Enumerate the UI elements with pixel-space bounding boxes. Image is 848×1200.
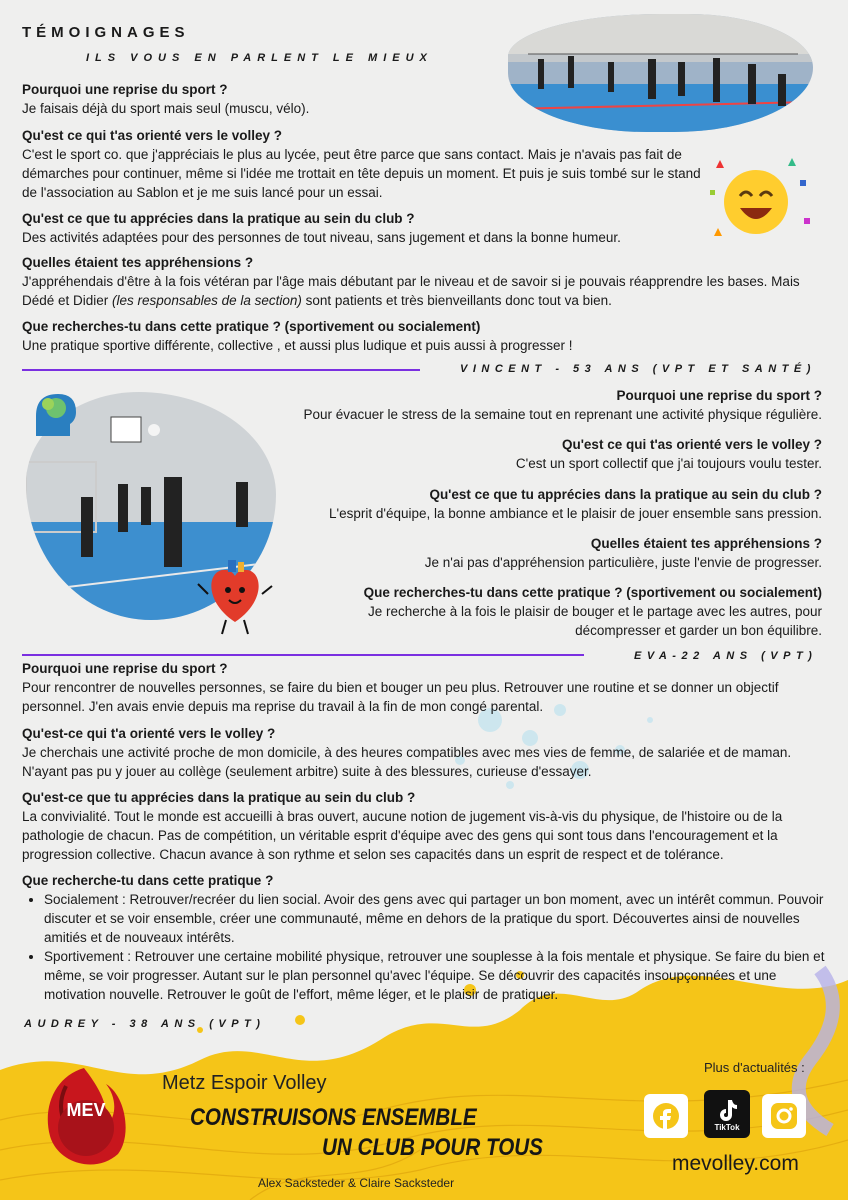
audrey-question-4: Que recherche-tu dans cette pratique ?	[22, 873, 274, 888]
website-link[interactable]: mevolley.com	[672, 1152, 799, 1175]
eva-answer-2: C'est un sport collectif que j'ai toujours voulu tester.	[515, 456, 822, 471]
audrey-bullet-social: • Socialement : Retrouver/recréer du lien social. Avoir des gens avec qui partager un bon moment, avec un intérêt commun. Pouvoir discuter et se voir ensemble, créer une communauté, même en dehors de la pratique du sport. Découvertes ainsi de nouvelles amitiés et de nouveaux intérêts.	[44, 890, 838, 947]
slogan-line-1: CONSTRUISONS ENSEMBLE	[190, 1104, 477, 1131]
tiktok-label: TikTok	[714, 1122, 740, 1132]
eva-answer-1: Pour évacuer le stress de la semaine tout en reprenant une activité physique régulière.	[303, 407, 822, 422]
vincent-answer-5: Une pratique sportive différente, collective , et aussi plus ludique et puis aussi à progresser !	[22, 338, 573, 353]
instagram-icon	[768, 1100, 800, 1132]
vincent-question-2: Qu'est ce qui t'as orienté vers le volley ?	[22, 128, 283, 143]
club-logo	[36, 1066, 132, 1176]
eva-question-2: Qu'est ce qui t'as orienté vers le volley ?	[561, 437, 822, 452]
vincent-answer-1: Je faisais déjà du sport mais seul (muscu, vélo).	[22, 101, 310, 116]
audrey-question-2: Qu'est-ce qui t'a orienté vers le volley ?	[22, 726, 276, 741]
vincent-question-4: Quelles étaient tes appréhensions ?	[22, 255, 254, 270]
brain-icon	[28, 390, 78, 438]
vincent-answer-2: C'est le sport co. que j'appréciais le plus au lycée, peut être parce que sans contact. Mais je n'avais pas fait de démarches pour continuer, même si l'idée me trottait en tête depuis un moment. Et puis je suis tombé sur le stand de l'association au Sablon et je me suis lancé pour un essai.	[22, 147, 701, 200]
authors: Alex Sacksteder & Claire Sacksteder	[258, 1176, 455, 1190]
vincent-question-1: Pourquoi une reprise du sport ?	[22, 82, 228, 97]
page-title: TÉMOIGNAGES	[22, 24, 190, 41]
instagram-button[interactable]	[762, 1094, 806, 1138]
audrey-answer-2: Je cherchais une activité proche de mon domicile, à des heures compatibles avec mes vies de femme, de salariée et de maman. N'ayant pas pu y jouer au collège (seulement arbitre) suite à des blessures, curieuse d'essayer.	[22, 745, 792, 779]
eva-question-3: Qu'est ce que tu apprécies dans la pratique au sein du club ?	[429, 487, 822, 502]
smiley-emoji-icon	[700, 150, 820, 250]
eva-answer-5: Je recherche à la fois le plaisir de bouger et le partage avec les autres, pour décompresser et garder un bon équilibre.	[367, 604, 822, 638]
audrey-signature: AUDREY - 38 ANS (VPT)	[24, 1018, 266, 1030]
eva-question-5: Que recherches-tu dans cette pratique ? (sportivement ou socialement)	[363, 585, 822, 600]
eva-question-1: Pourquoi une reprise du sport ?	[616, 388, 822, 403]
divider-1	[22, 369, 420, 371]
eva-signature: EVA-22 ANS (VPT)	[634, 650, 818, 662]
club-name: Metz Espoir Volley	[162, 1072, 327, 1094]
audrey-question-3: Qu'est-ce que tu apprécies dans la pratique au sein du club ?	[22, 790, 416, 805]
facebook-button[interactable]	[644, 1094, 688, 1138]
audrey-bullet-sport: • Sportivement : Retrouver une certaine mobilité physique, retrouver une souplesse à la fois mentale et physique. Se faire du bien et même, se voir progresser. Autant sur le plan personnel qu'avec l'équipe. Se découvrir des capacités insoupçonnées et une motivation nouvelle. Retrouver le goût de l'effort, même léger, et le plaisir de pratiquer.	[44, 947, 838, 1004]
tiktok-icon	[714, 1097, 740, 1123]
vincent-answer-3: Des activités adaptées pour des personnes de tout niveau, sans jugement et dans la bonne humeur.	[22, 230, 621, 245]
vincent-signature: VINCENT - 53 ANS (VPT ET SANTÉ)	[460, 363, 816, 375]
eva-answer-3: L'esprit d'équipe, la bonne ambiance et le plaisir de jouer ensemble sans pression.	[329, 506, 822, 521]
eva-answer-4: Je n'ai pas d'appréhension particulière, juste l'envie de progresser.	[424, 555, 822, 570]
slogan-line-2: UN CLUB POUR TOUS	[322, 1134, 543, 1161]
page-subtitle: ILS VOUS EN PARLENT LE MIEUX	[86, 52, 433, 64]
more-news-label: Plus d'actualités :	[704, 1060, 805, 1075]
audrey-answer-1: Pour rencontrer de nouvelles personnes, se faire du bien et bouger un peu plus. Retrouver une routine et se donner un objectif personnel. J'en avais envie depuis ma reprise du travail à la fin de mon congé parental.	[22, 680, 779, 714]
eva-question-4: Quelles étaient tes appréhensions ?	[590, 536, 822, 551]
audrey-question-1: Pourquoi une reprise du sport ?	[22, 661, 228, 676]
facebook-icon	[652, 1102, 680, 1130]
vincent-question-5: Que recherches-tu dans cette pratique ? (sportivement ou socialement)	[22, 319, 481, 334]
audrey-answer-3: La convivialité. Tout le monde est accueilli à bras ouvert, aucune notion de jugement vis-à-vis du physique, de l'histoire ou de la pathologie de chacun. Pas de compétition, un véritable esprit d'équipe avec des gens qui sont tous dans l'encouragement et la progression collective. Chacun avance à son rythme et selon ses capacités dans un esprit de respect et de tolérance.	[22, 809, 783, 862]
club-logo-text: MEV	[66, 1100, 106, 1120]
audrey-answer-list	[22, 890, 838, 1004]
divider-2	[22, 654, 584, 656]
vincent-question-3: Qu'est ce que tu apprécies dans la pratique au sein du club ?	[22, 211, 415, 226]
vincent-answer-4: J'appréhendais d'être à la fois vétéran par l'âge mais débutant par le niveau et de savoir si je pouvais réapprendre les bases. Mais Dédé et Didier (les responsables de la section) sont patients et très bienveillants donc tout va bien.	[22, 274, 800, 308]
tiktok-button[interactable]	[704, 1090, 750, 1138]
heart-character-icon	[196, 556, 274, 636]
